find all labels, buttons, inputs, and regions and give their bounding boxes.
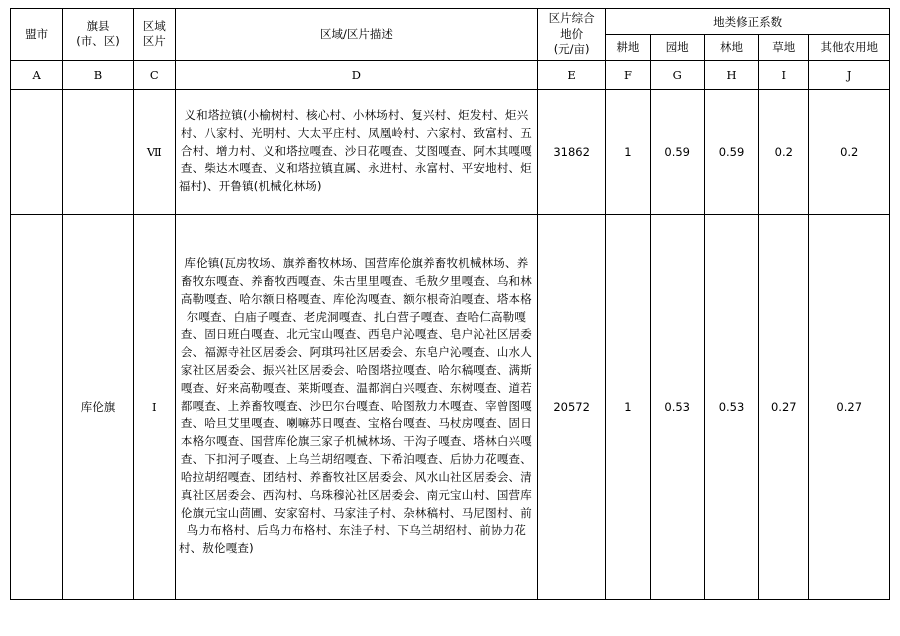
header-description: 区域/区片描述 <box>175 9 537 61</box>
cell-qi-ta-nong-yong-di: 0.27 <box>809 214 890 599</box>
cell-lin-di: 0.53 <box>704 214 758 599</box>
table-row <box>11 89 890 214</box>
cell-cao-di: 0.2 <box>759 89 809 214</box>
cell-qi-ta-nong-yong-di: 0.2 <box>809 89 890 214</box>
cell-qi-xian <box>63 89 133 214</box>
land-price-table <box>10 8 890 600</box>
letter-d: D <box>175 60 537 89</box>
cell-geng-di: 1 <box>606 214 650 599</box>
header-cao-di: 草地 <box>759 35 809 60</box>
letter-b: B <box>63 60 133 89</box>
header-qi-xian-line2: (市、区) <box>76 34 120 49</box>
header-qi-ta-nong-yong-di: 其他农用地 <box>809 35 890 60</box>
header-qu-pian-line2: 区片 <box>142 34 166 49</box>
cell-meng-shi <box>11 89 63 214</box>
cell-qu-pian: Ⅰ <box>133 214 175 599</box>
table-row <box>11 214 890 599</box>
column-letter-row <box>11 60 890 89</box>
header-coefficient-group: 地类修正系数 <box>606 9 890 35</box>
header-qu-pian <box>133 9 175 61</box>
header-yuan-di: 园地 <box>650 35 704 60</box>
table-header <box>11 9 890 90</box>
header-geng-di: 耕地 <box>606 35 650 60</box>
cell-lin-di: 0.59 <box>704 89 758 214</box>
header-qu-pian-line1: 区域 <box>142 18 166 33</box>
header-row-main <box>11 9 890 35</box>
header-meng-shi: 盟市 <box>11 9 63 61</box>
letter-h: H <box>704 60 758 89</box>
cell-geng-di: 1 <box>606 89 650 214</box>
letter-i: I <box>759 60 809 89</box>
letter-j: J <box>809 60 890 89</box>
header-qi-xian <box>63 9 133 61</box>
letter-f: F <box>606 60 650 89</box>
cell-price: 20572 <box>537 214 605 599</box>
letter-g: G <box>650 60 704 89</box>
cell-yuan-di: 0.53 <box>650 214 704 599</box>
cell-description: 义和塔拉镇(小榆树村、核心村、小林场村、复兴村、炬发村、炬兴村、八家村、光明村、大太平庄村、凤凰岭村、六家村、致富村、五合村、增力村、义和塔拉嘎查、沙日花嘎查、艾图嘎查、阿木其嘎嘎查、柴达木嘎查、义和塔拉镇直属、永进村、永富村、平安地村、炬福村)、开鲁镇(机械化林场) <box>175 89 537 214</box>
cell-qu-pian: Ⅶ <box>133 89 175 214</box>
header-price-line2: 地价 <box>560 26 584 41</box>
letter-c: C <box>133 60 175 89</box>
cell-cao-di: 0.27 <box>759 214 809 599</box>
cell-yuan-di: 0.59 <box>650 89 704 214</box>
letter-e: E <box>537 60 605 89</box>
header-qi-xian-line1: 旗县 <box>86 18 110 33</box>
cell-qi-xian: 库伦旗 <box>63 214 133 599</box>
header-price-line1: 区片综合 <box>548 11 595 25</box>
header-price <box>537 9 605 61</box>
header-lin-di: 林地 <box>704 35 758 60</box>
cell-meng-shi <box>11 214 63 599</box>
cell-description: 库伦镇(瓦房牧场、旗养畜牧林场、国营库伦旗养畜牧机械林场、养畜牧东嘎查、养畜牧西嘎查、朱古里里嘎查、毛敖夕里嘎查、乌和林高勒嘎查、哈尔额日格嘎查、库伦沟嘎查、额尔根奇泊嘎查、塔本格尔嘎查、白庙子嘎查、老虎洞嘎查、扎白营子嘎查、查哈仁高勒嘎查、固日班白嘎查、北元宝山嘎查、西皂户沁嘎查、皂户沁社区居委会、福源寺社区居委会、阿琪玛社区居委会、东皂户沁嘎查、山水人家社区居委会、振兴社区居委会、哈图塔拉嘎查、哈尔稿嘎查、满斯嘎查、好来高勒嘎查、莱斯嘎查、温都润白兴嘎查、东树嘎查、道若都嘎查、上养畜牧嘎查、沙巴尔台嘎查、哈图敖力木嘎查、宰曾图嘎查、哈旦艾里嘎查、喇嘛苏日嘎查、宝格台嘎查、马杖房嘎查、固日本格尔嘎查、国营库伦旗三家子机械林场、干沟子嘎查、塔林白兴嘎查、下扣河子嘎查、上乌兰胡绍嘎查、下希泊嘎查、后协力花嘎查、哈拉胡绍嘎查、团结村、养畜牧社区居委会、风水山社区居委会、清真社区居委会、西沟村、乌珠穆沁社区居委会、南元宝山村、国营库伦旗元宝山茴圃、安家窑村、马家洼子村、杂林稿村、马尼图村、前鸟力布格村、后鸟力布格村、东洼子村、下乌兰胡绍村、前协力花村、敖伦嘎查) <box>175 214 537 599</box>
cell-price: 31862 <box>537 89 605 214</box>
header-price-line3: (元/亩) <box>553 42 590 57</box>
letter-a: A <box>11 60 63 89</box>
table-body <box>11 89 890 599</box>
